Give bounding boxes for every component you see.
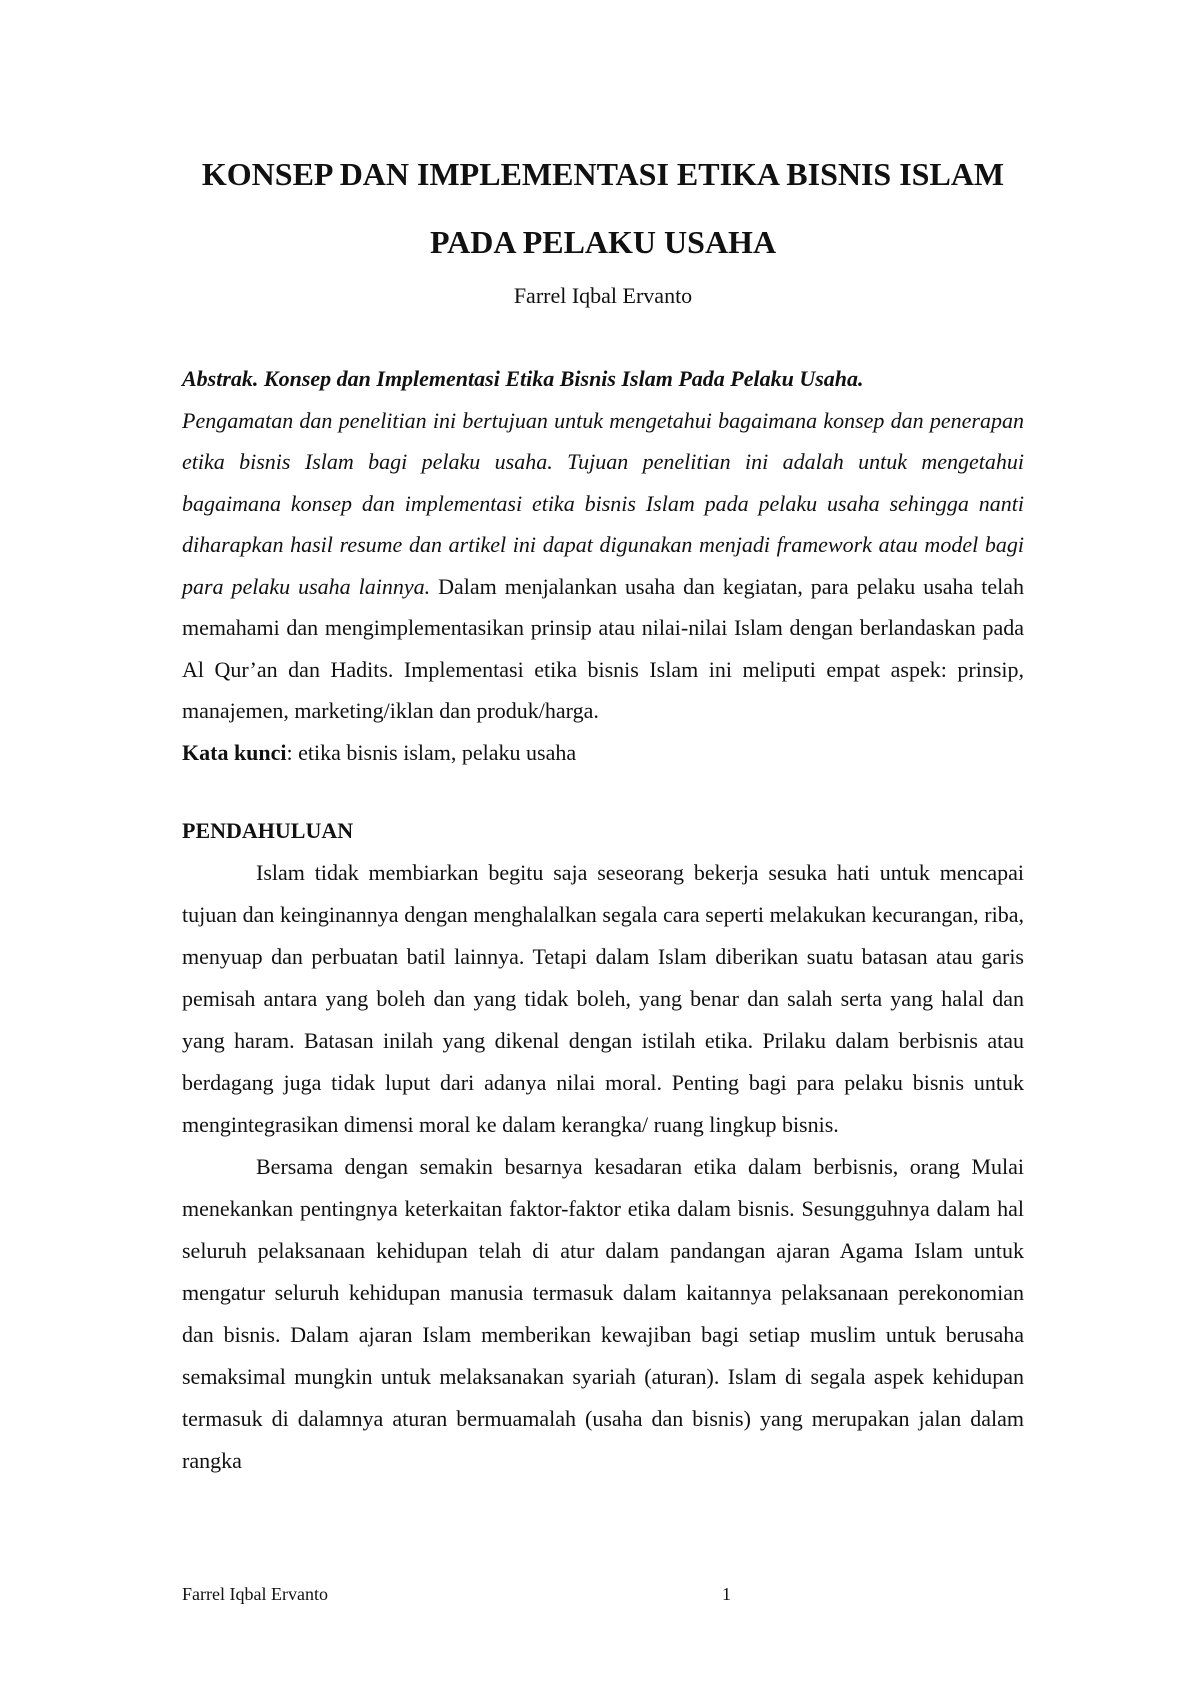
author-name: Farrel Iqbal Ervanto [513, 283, 693, 308]
page-content [182, 140, 1024, 1482]
title-line-2: PADA PELAKU USAHA [429, 224, 777, 260]
title-line-1: KONSEP DAN IMPLEMENTASI ETIKA BISNIS ISLAM [201, 156, 1005, 192]
abstract-italic-text: Pengamatan dan penelitian ini bertujuan untuk mengetahui bagaimana konsep dan penerapan etika bisnis Islam bagi pelaku usaha. Tujuan penelitian ini adalah untuk mengetahui bagaimana konsep dan implementasi etika bisnis Islam pada pelaku usaha sehingga nanti diharapkan hasil resume dan artikel ini dapat digunakan menjadi framework atau model bagi para pelaku usaha lainnya. [182, 407, 1024, 599]
keywords-label: Kata kunci [182, 739, 287, 765]
abstract [182, 358, 1024, 732]
abstract-regular-text: Dalam menjalankan usaha dan kegiatan, para pelaku usaha telah memahami dan mengimplementasikan prinsip atau nilai-nilai Islam dengan berlandaskan pada Al Qur’an dan Hadits. Implementasi etika bisnis Islam ini meliputi empat aspek: prinsip, manajemen, marketing/iklan dan produk/harga. [182, 573, 1024, 723]
footer-author: Farrel Iqbal Ervanto [182, 1584, 328, 1604]
introduction-paragraph-2: Bersama dengan semakin besarnya kesadaran etika dalam berbisnis, orang Mulai menekankan pentingnya keterkaitan faktor-faktor etika dalam bisnis. Sesungguhnya dalam hal seluruh pelaksanaan kehidupan telah di atur dalam pandangan ajaran Agama Islam untuk mengatur seluruh kehidupan manusia termasuk dalam kaitannya pelaksanaan perekonomian dan bisnis. Dalam ajaran Islam memberikan kewajiban bagi setiap muslim untuk berusaha semaksimal mungkin untuk melaksanakan syariah (aturan). Islam di segala aspek kehidupan termasuk di dalamnya aturan bermuamalah (usaha dan bisnis) yang merupakan jalan dalam rangka [182, 1154, 1024, 1473]
keywords-text: : etika bisnis islam, pelaku usaha [286, 739, 577, 765]
section-heading-introduction: PENDAHULUAN [182, 818, 354, 843]
introduction-paragraph-1: Islam tidak membiarkan begitu saja seseorang bekerja sesuka hati untuk mencapai tujuan dan keinginannya dengan menghalalkan segala cara seperti melakukan kecurangan, riba, menyuap dan perbuatan batil lainnya. Tetapi dalam Islam diberikan suatu batasan atau garis pemisah antara yang boleh dan yang tidak boleh, yang benar dan salah serta yang halal dan yang haram. Batasan inilah yang dikenal dengan istilah etika. Prilaku dalam berbisnis atau berdagang juga tidak luput dari adanya nilai moral. Penting bagi para pelaku bisnis untuk mengintegrasikan dimensi moral ke dalam kerangka/ ruang lingkup bisnis. [182, 860, 1024, 1137]
page-number: 1 [722, 1584, 731, 1604]
keywords [182, 732, 1024, 774]
abstract-lead: Abstrak. Konsep dan Implementasi Etika Bisnis Islam Pada Pelaku Usaha. [182, 366, 864, 391]
document-title [182, 140, 1024, 276]
